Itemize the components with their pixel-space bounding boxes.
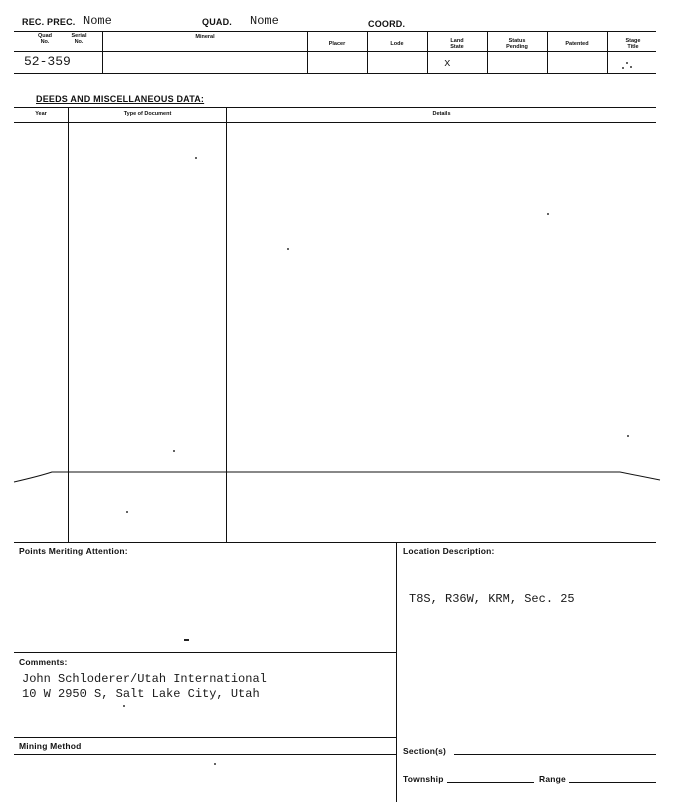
header-col-divider	[307, 31, 308, 73]
sections-blank-line	[454, 754, 656, 755]
lower-section-top-line	[14, 542, 656, 543]
deeds-table-top-line	[14, 107, 656, 108]
col-placer-header: Placer	[328, 41, 346, 47]
col-land-state-header	[427, 38, 487, 50]
stray-mark	[123, 705, 125, 707]
col-state-title-line2: Title	[627, 44, 639, 50]
coord-label: COORD.	[368, 19, 406, 29]
col-serial-no-line1: Serial	[71, 33, 87, 39]
location-description-label: Location Description:	[403, 546, 495, 556]
col-quad-no-header	[30, 33, 60, 45]
header-table-top-line	[14, 31, 656, 32]
header-table-bottom-line	[14, 73, 656, 74]
township-blank-line	[447, 782, 534, 783]
deeds-header-bottom-line	[14, 122, 656, 123]
quad-value: Nome	[250, 14, 279, 28]
lower-section-divider	[396, 542, 397, 802]
col-quad-no-line1: Quad	[37, 33, 53, 39]
comments-line-2: 10 W 2950 S, Salt Lake City, Utah	[22, 687, 260, 701]
stray-mark	[184, 639, 189, 641]
mining-method-label: Mining Method	[19, 741, 82, 751]
col-serial-no-line2: No.	[74, 39, 84, 45]
comments-top-line	[14, 652, 396, 653]
quad-label: QUAD.	[202, 17, 232, 27]
stray-mark	[287, 248, 289, 250]
stray-mark	[126, 511, 128, 513]
mining-method-top-line	[14, 737, 396, 738]
stray-mark	[630, 66, 632, 68]
mining-method-bottom-line	[14, 754, 396, 755]
col-status-pending-line2: Pending	[506, 44, 528, 50]
stray-mark	[626, 62, 628, 64]
col-land-state-line2: State	[450, 44, 464, 50]
header-col-divider	[547, 31, 548, 73]
stray-mark	[195, 157, 197, 159]
comments-line-1: John Schloderer/Utah International	[22, 672, 267, 686]
deeds-title: DEEDS AND MISCELLANEOUS DATA:	[36, 94, 205, 104]
col-serial-no-header	[62, 33, 96, 45]
stray-mark	[627, 435, 629, 437]
col-status-pending-header	[487, 38, 547, 50]
quad-no-value: 52-359	[24, 54, 71, 69]
deeds-col-year: Year	[35, 111, 47, 117]
stray-mark	[547, 213, 549, 215]
col-mineral-header: Mineral	[195, 34, 215, 40]
deeds-col-details: Details	[432, 111, 451, 117]
stray-mark	[622, 67, 624, 69]
range-blank-line	[569, 782, 656, 783]
deeds-col-type: Type of Document	[123, 111, 172, 117]
fold-line	[0, 462, 678, 488]
land-state-mark: x	[444, 58, 451, 70]
header-table-mid-line	[14, 51, 656, 52]
rec-prec-value: Nome	[83, 14, 112, 28]
comments-label: Comments:	[19, 657, 68, 667]
location-description-value: T8S, R36W, KRM, Sec. 25	[409, 592, 575, 606]
header-col-divider	[367, 31, 368, 73]
rec-prec-label: REC. PREC.	[22, 17, 76, 27]
col-lode-header: Lode	[390, 41, 404, 47]
col-land-state-line1: Land	[450, 38, 464, 44]
township-label: Township	[403, 774, 444, 784]
col-quad-no-line2: No.	[40, 39, 50, 45]
points-meriting-label: Points Meriting Attention:	[19, 546, 128, 556]
col-state-title-header	[610, 38, 656, 50]
header-col-divider	[607, 31, 608, 73]
col-status-pending-line1: Status	[508, 38, 526, 44]
stray-mark	[173, 450, 175, 452]
range-label: Range	[539, 774, 566, 784]
sections-label: Section(s)	[403, 746, 447, 756]
stray-mark	[214, 763, 216, 765]
col-patented-header: Patented	[565, 41, 589, 47]
col-state-title-line1: Stage	[625, 38, 641, 44]
